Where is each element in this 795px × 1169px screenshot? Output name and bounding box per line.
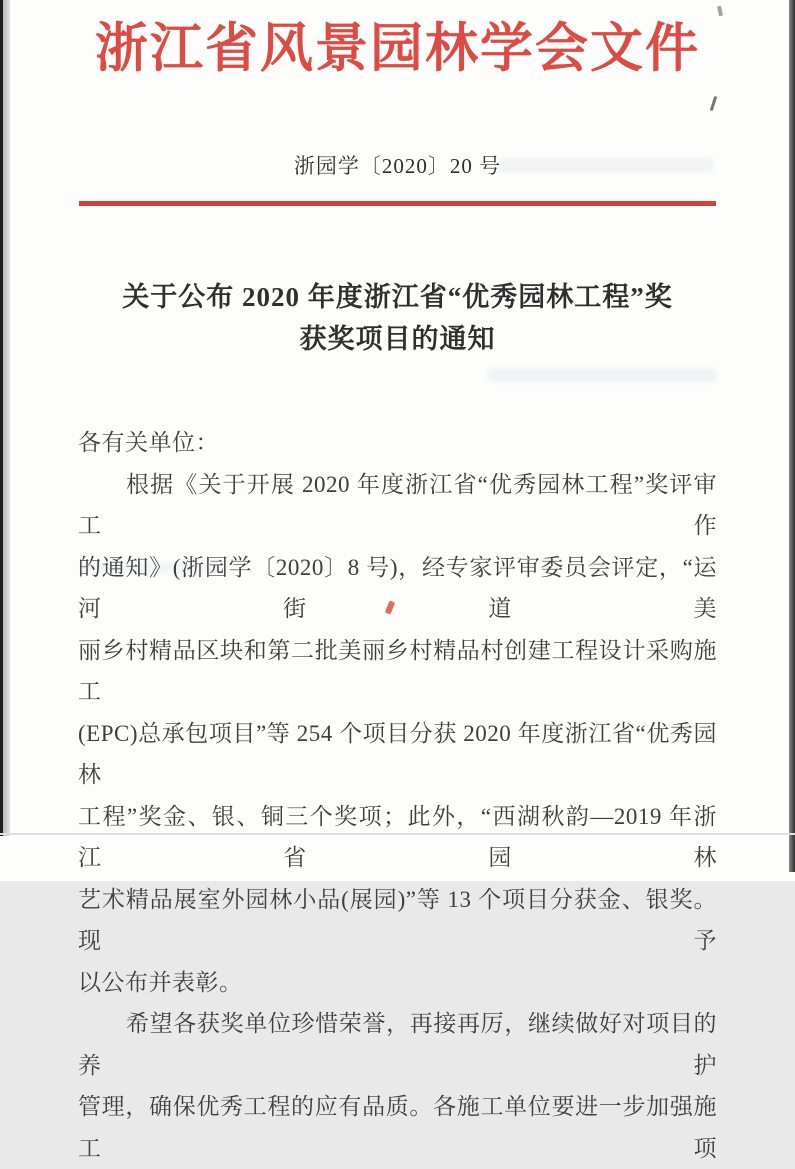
body-line: 各有关单位：: [78, 430, 219, 455]
body-line: (EPC)总承包项目”等 254 个项目分获 2020 年度浙江省“优秀园林: [78, 720, 717, 787]
scan-edge-right: [789, 0, 795, 872]
body-line: 以公布并表彰。: [78, 969, 243, 995]
scan-speck: [717, 6, 723, 17]
bleed-through-text: [488, 368, 716, 382]
body-line: 管理，确保优秀工程的应有品质。各施工单位要进一步加强施工项: [78, 1094, 717, 1161]
scan-speck: [710, 96, 717, 111]
red-divider-rule: [79, 201, 716, 206]
notice-title-line1: 关于公布 2020 年度浙江省“优秀园林工程”奖: [122, 282, 673, 312]
scan-edge-left-shadow: [3, 0, 10, 836]
body-line: 工程”奖金、银、铜三个奖项；此外，“西湖秋韵—2019 年浙江省园林: [78, 803, 717, 870]
document-number: 浙园学〔2020〕20 号: [293, 154, 502, 178]
body-line: 的通知》(浙园学〔2020〕8 号)，经专家评审委员会评定，“运河街道美: [78, 554, 717, 621]
notice-title: [60, 276, 735, 360]
body-line: 希望各获奖单位珍惜荣誉，再接再厉，继续做好对项目的养护: [78, 1011, 717, 1078]
masthead-org-title: 浙江省风景园林学会文件: [95, 20, 700, 78]
document-body: [78, 422, 717, 1169]
body-line: 根据《关于开展 2020 年度浙江省“优秀园林工程”奖评审工作: [78, 471, 717, 538]
body-line: 丽乡村精品区块和第二批美丽乡村精品村创建工程设计采购施工: [78, 637, 717, 704]
notice-title-line2: 获奖项目的通知: [299, 324, 496, 354]
body-line: 艺术精品展室外园林小品(展园)”等 13 个项目分获金、银奖。现予: [78, 886, 717, 953]
